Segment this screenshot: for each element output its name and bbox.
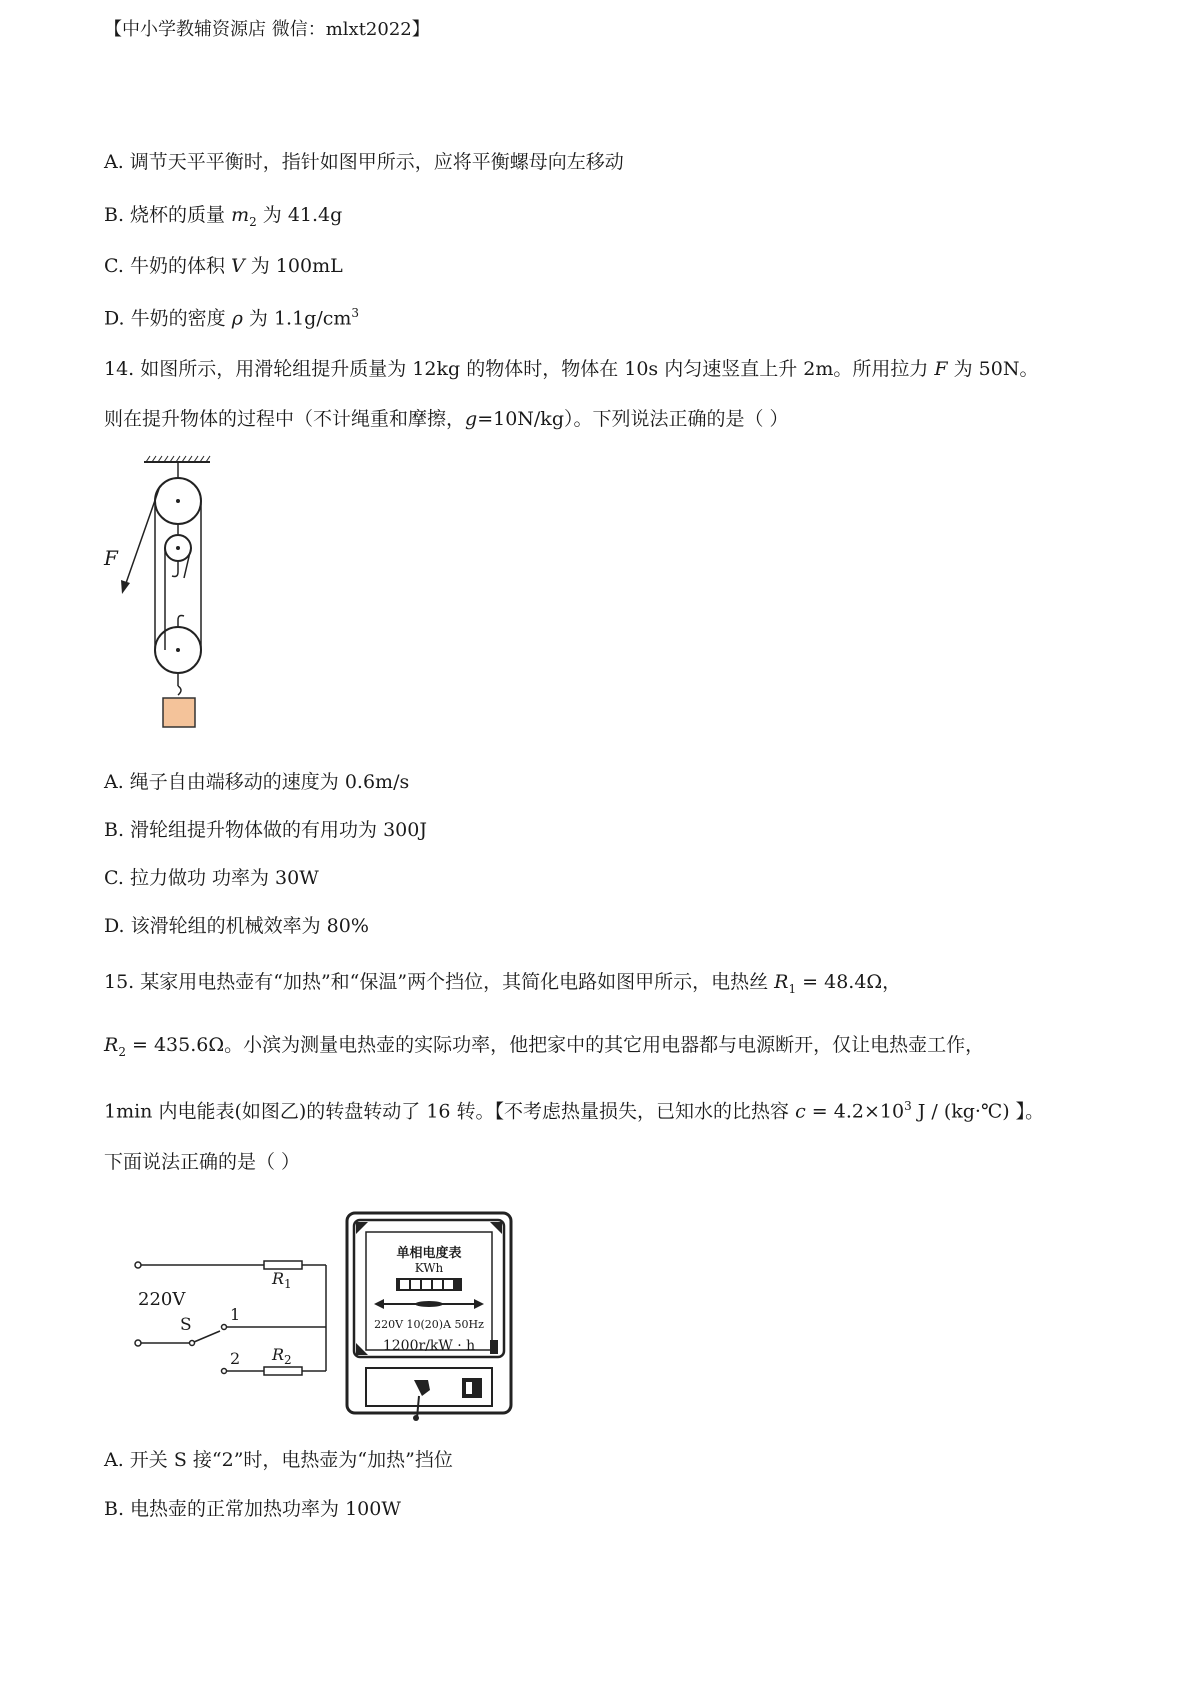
q15-stem-line2-var: R <box>104 1034 119 1056</box>
resistor-r2 <box>264 1367 302 1375</box>
meter-unit: KWh <box>414 1261 444 1275</box>
meter-spec: 220V 10(20)A 50Hz <box>374 1318 484 1331</box>
q14-stem-line2-var: g <box>465 408 478 430</box>
contact-1-label: 1 <box>230 1305 241 1324</box>
q15-stem-line2-sub: 2 <box>118 1044 126 1059</box>
q14-option-b: B. 滑轮组提升物体做的有用功为 300J <box>104 819 427 841</box>
q14-stem-line1-var: F <box>934 358 948 380</box>
q13-option-d-sup: 3 <box>351 306 360 320</box>
q15-stem-line3-var: c <box>795 1100 806 1123</box>
r2-label-sub: 2 <box>284 1353 292 1368</box>
r1-label <box>272 1269 292 1291</box>
pulley-figure <box>100 448 240 748</box>
q15-stem-line1 <box>104 970 901 1001</box>
q13-option-b <box>104 203 342 234</box>
q15-stem-line3 <box>104 1094 1044 1123</box>
resistor-r1 <box>264 1261 302 1269</box>
q14-stem-line2-post: =10N/kg）。下列说法正确的是（ ） <box>477 408 789 430</box>
q15-stem-line3-tail: J / (kg·℃) 】。 <box>911 1100 1045 1123</box>
q13-option-d <box>104 301 359 330</box>
q13-option-b-post: 为 41.4g <box>256 204 343 226</box>
pulley-diagram-svg <box>100 448 240 748</box>
q13-option-c-pre: C. 牛奶的体积 <box>104 255 231 277</box>
q15-stem-line3-pre: 1min 内电能表(如图乙)的转盘转动了 16 转。【不考虑热量损失，已知水的比热容 <box>104 1100 796 1123</box>
q13-option-b-pre: B. 烧杯的质量 <box>104 204 232 226</box>
switch-label: S <box>180 1315 192 1335</box>
voltage-label: 220V <box>138 1289 186 1310</box>
q15-stem-line1-var: R <box>774 971 789 993</box>
q15-stem-line1-sub: 1 <box>788 981 797 996</box>
q13-option-c <box>104 254 343 278</box>
q15-stem-line1-post: = 48.4Ω， <box>796 971 902 993</box>
contact-1 <box>222 1325 227 1330</box>
q14-option-a: A. 绳子自由端移动的速度为 0.6m/s <box>104 771 410 793</box>
meter-disc <box>415 1301 443 1307</box>
q13-option-b-var: m <box>231 204 250 226</box>
r2-label <box>272 1345 292 1367</box>
q13-option-c-post: 为 100mL <box>244 255 343 277</box>
q15-stem-line4: 下面说法正确的是（ ） <box>104 1151 301 1173</box>
q14-stem-line2-pre: 则在提升物体的过程中（不计绳重和摩擦， <box>104 408 466 430</box>
q14-stem-line1 <box>104 357 1038 381</box>
energy-meter-figure <box>344 1210 514 1426</box>
q13-option-d-post: 为 1.1g/cm <box>242 307 352 330</box>
q14-stem-line1-pre: 14. 如图所示，用滑轮组提升质量为 12kg 的物体时，物体在 10s 内匀速竖直上升 2m。所用拉力 <box>104 358 935 380</box>
q15-stem-line1-pre: 15. 某家用电热壶有“加热”和“保温”两个挡位，其简化电路如图甲所示，电热丝 <box>104 971 775 993</box>
r1-label-var: R <box>272 1269 285 1288</box>
r2-label-var: R <box>272 1345 285 1364</box>
force-arrow <box>121 580 130 594</box>
q13-option-d-var: ρ <box>231 307 243 330</box>
page-header: 【中小学教辅资源店 微信：mlxt2022】 <box>104 19 430 40</box>
q14-option-d: D. 该滑轮组的机械效率为 80% <box>104 915 369 937</box>
q15-stem-line3-post: = 4.2×10 <box>805 1100 905 1123</box>
q15-stem-line3-sup: 3 <box>904 1099 912 1113</box>
circuit-figure <box>130 1245 340 1385</box>
q15-option-a: A. 开关 S 接“2”时，电热壶为“加热”挡位 <box>104 1449 453 1471</box>
force-label: F <box>104 546 118 570</box>
contact-2 <box>222 1369 227 1374</box>
q14-stem-line2 <box>104 407 789 431</box>
meter-counter-digits <box>400 1280 453 1289</box>
q15-option-b: B. 电热壶的正常加热功率为 100W <box>104 1498 401 1520</box>
q13-option-b-sub: 2 <box>249 214 257 229</box>
meter-rate: 1200r/kW · h <box>382 1338 476 1354</box>
terminal-top <box>135 1262 141 1268</box>
weight-block <box>163 698 195 727</box>
r1-label-sub: 1 <box>284 1277 292 1292</box>
q14-stem-line1-post: 为 50N。 <box>947 358 1039 380</box>
q13-option-c-var: V <box>230 255 245 277</box>
q15-stem-line2 <box>104 1033 984 1064</box>
q15-stem-line2-post: = 435.6Ω。小滨为测量电热壶的实际功率，他把家中的其它用电器都与电源断开，仅让电热壶工作， <box>125 1034 985 1056</box>
switch-blade <box>194 1331 220 1342</box>
q13-option-a: A. 调节天平平衡时，指针如图甲所示，应将平衡螺母向左移动 <box>104 151 624 173</box>
q13-option-d-pre: D. 牛奶的密度 <box>104 307 232 330</box>
contact-2-label: 2 <box>230 1349 241 1368</box>
meter-title: 单相电度表 <box>396 1246 462 1261</box>
q14-option-c: C. 拉力做功 功率为 30W <box>104 867 319 889</box>
terminal-bottom <box>135 1340 141 1346</box>
